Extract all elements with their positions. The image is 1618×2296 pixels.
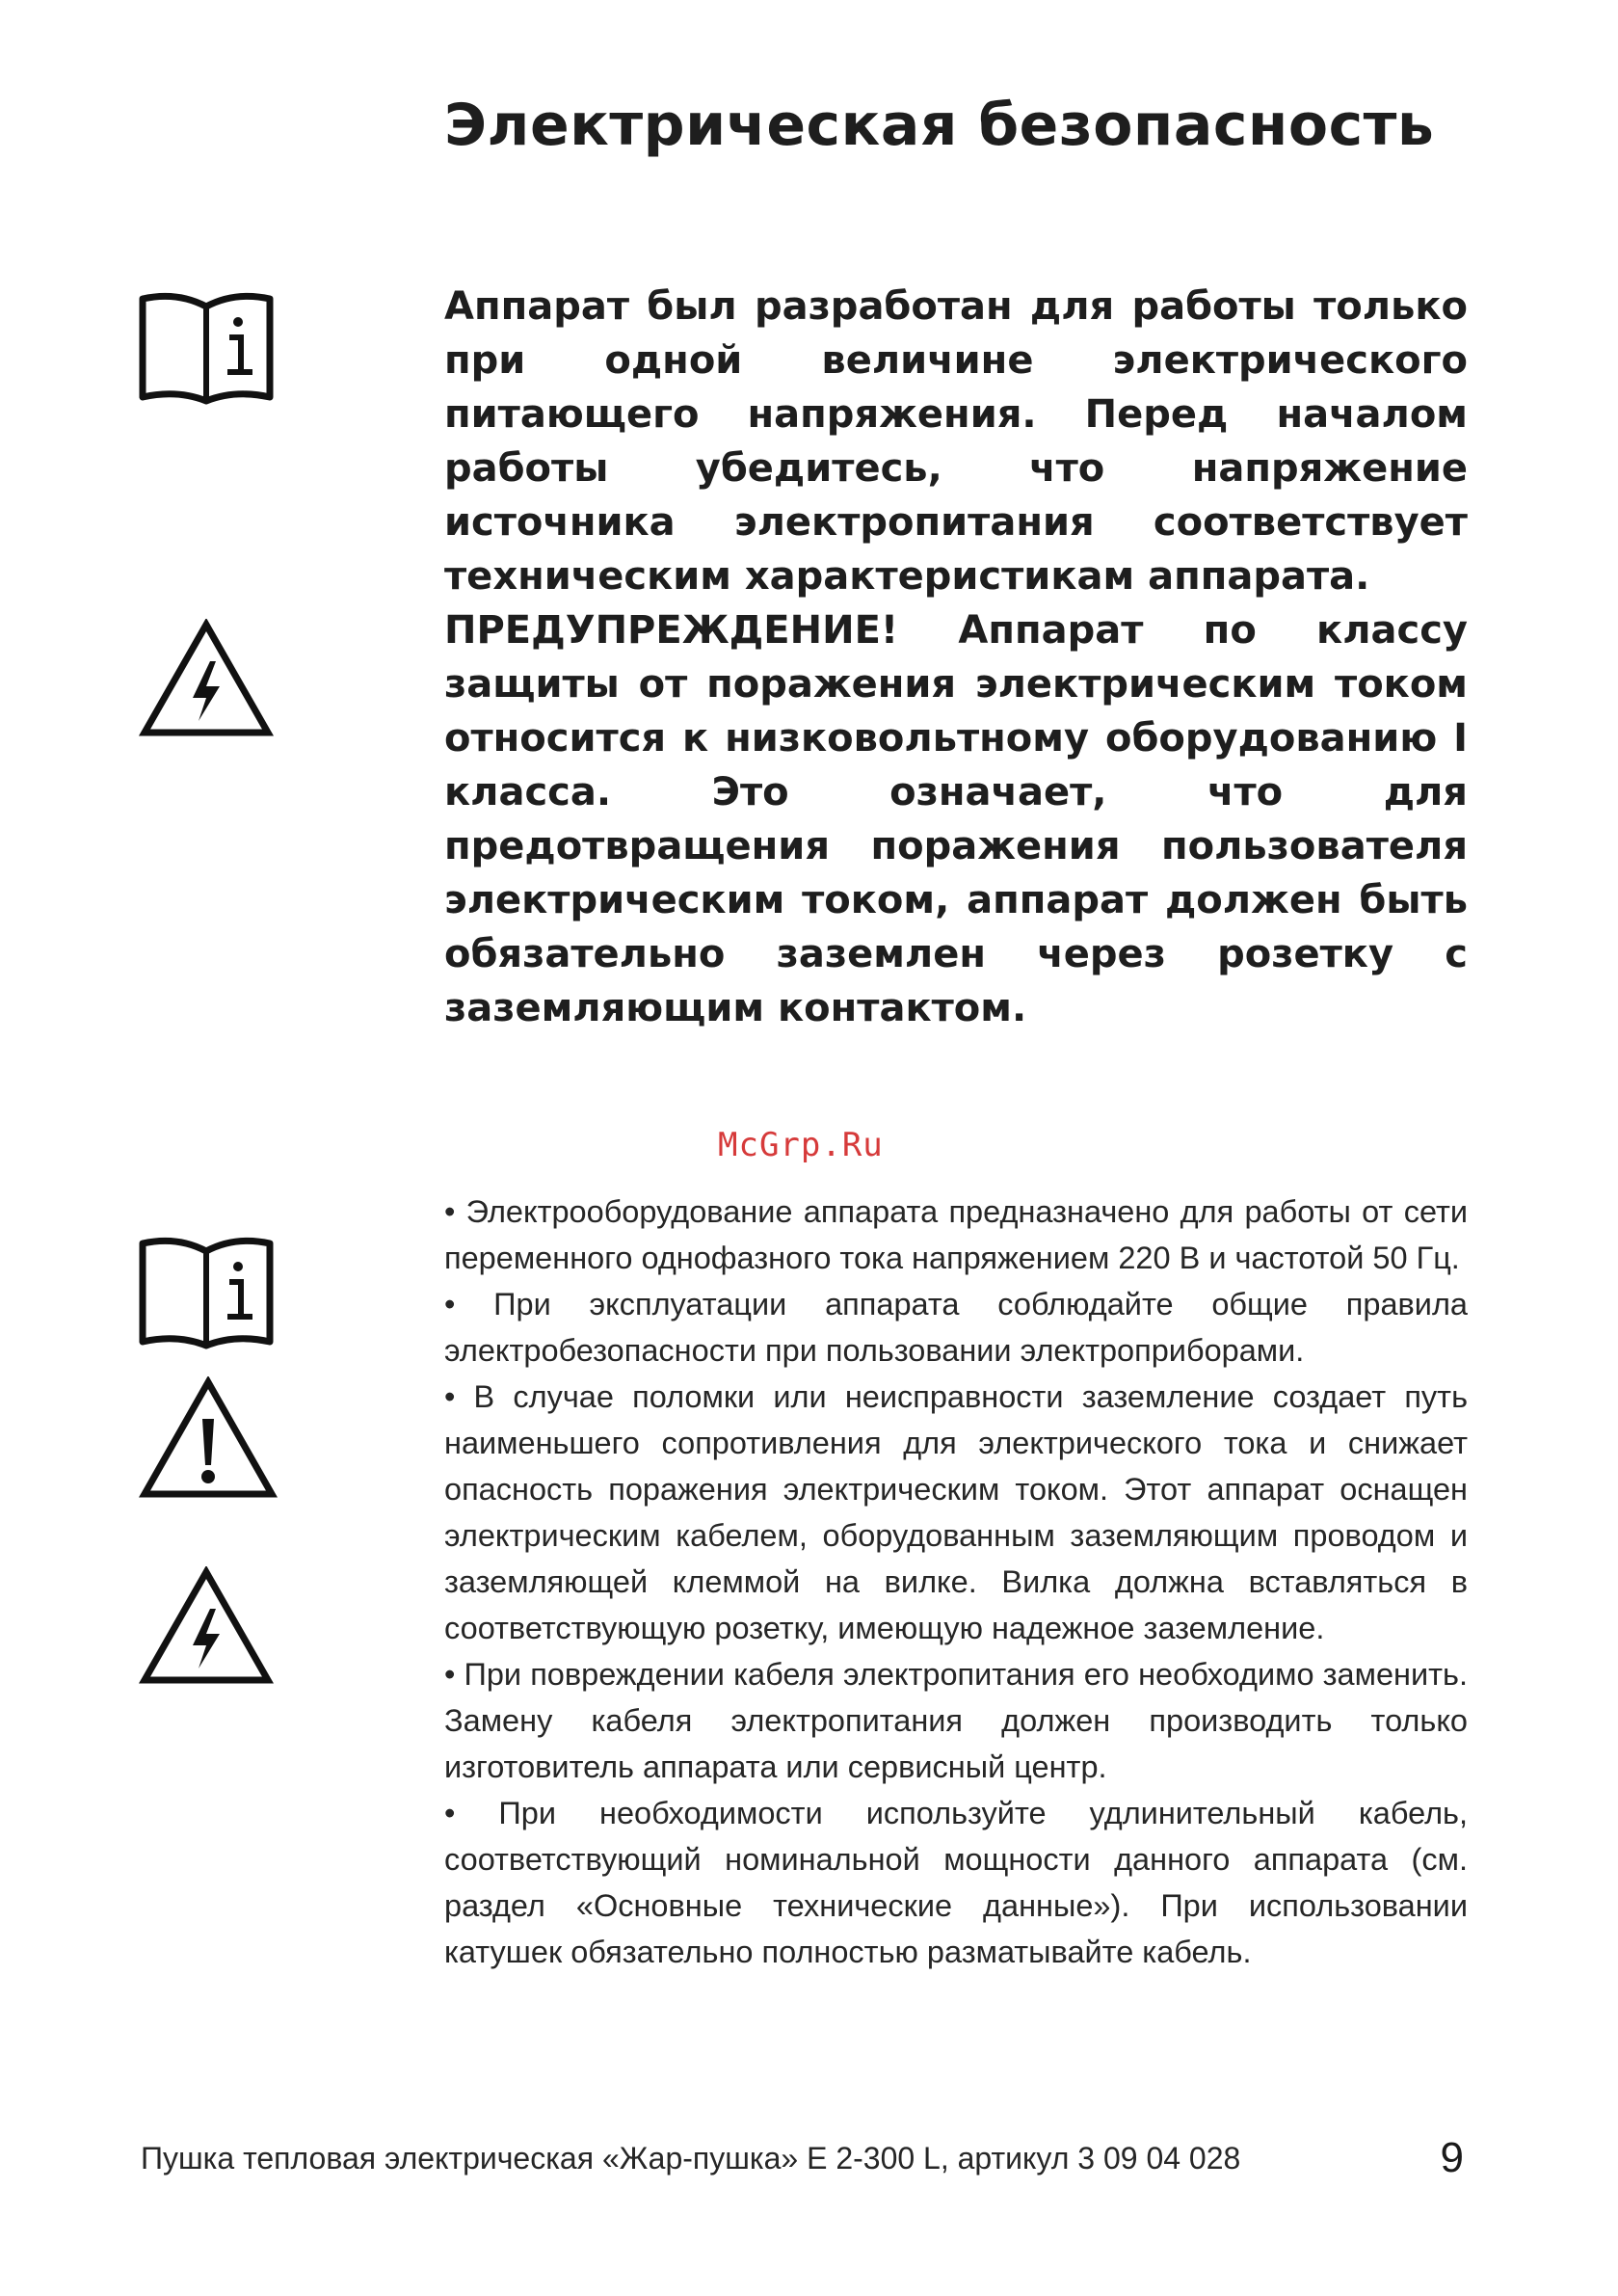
electric-hazard-icon xyxy=(139,1566,274,1686)
page-title: Электрическая безопасность xyxy=(444,92,1435,159)
electric-hazard-icon xyxy=(139,619,274,738)
safety-rules-list xyxy=(444,1188,1468,1975)
list-item: • В случае поломки или неисправности заземление создает путь наименьшего сопротивления для электрического тока и снижает опасность поражения электрическим током. Этот аппарат оснащен электрическим кабелем, оборудованным заземляющим проводом и заземляющей клеммой на вилке. Вилка должна вставляться в соответствующую розетку, имеющую надежное заземление. xyxy=(444,1379,1468,1645)
manual-info-icon xyxy=(139,289,274,405)
watermark: McGrp.Ru xyxy=(718,1126,884,1164)
electrical-warning-text xyxy=(444,280,1468,1035)
list-item: • Электрооборудование аппарата предназначено для работы от сети переменного однофазного тока напряжением 220 В и частотой 50 Гц. xyxy=(444,1194,1468,1275)
list-item: • При повреждении кабеля электропитания его необходимо заменить. Замену кабеля электропитания должен производить только изготовитель аппарата или сервисный центр. xyxy=(444,1657,1468,1784)
list-item: • При эксплуатации аппарата соблюдайте общие правила электробезопасности при пользовании электроприборами. xyxy=(444,1287,1468,1368)
footer-product-line: Пушка тепловая электрическая «Жар-пушка» Е 2-300 L, артикул 3 09 04 028 xyxy=(141,2141,1241,2176)
manual-info-icon xyxy=(139,1234,274,1349)
warning-paragraph-voltage: Аппарат был разработан для работы только при одной величине электрического питающего напряжения. Перед началом работы убедитесь, что напряжение источника электропитания соответствует техническим характеристикам аппарата. xyxy=(444,284,1468,599)
warning-paragraph-class: ПРЕДУПРЕЖДЕНИЕ! Аппарат по классу защиты от поражения электрическим током относится к низковольтному оборудованию I класса. Это означает, что для предотвращения поражения пользователя электрическим током, аппарат должен быть обязательно заземлен через розетку с заземляющим контактом. xyxy=(444,608,1468,1030)
caution-icon xyxy=(139,1376,278,1500)
list-item: • При необходимости используйте удлинительный кабель, соответствующий номинальной мощности данного аппарата (см. раздел «Основные технические данные»). При использовании катушек обязательно полностью разматывайте кабель. xyxy=(444,1796,1468,1969)
page-number: 9 xyxy=(1440,2134,1464,2181)
